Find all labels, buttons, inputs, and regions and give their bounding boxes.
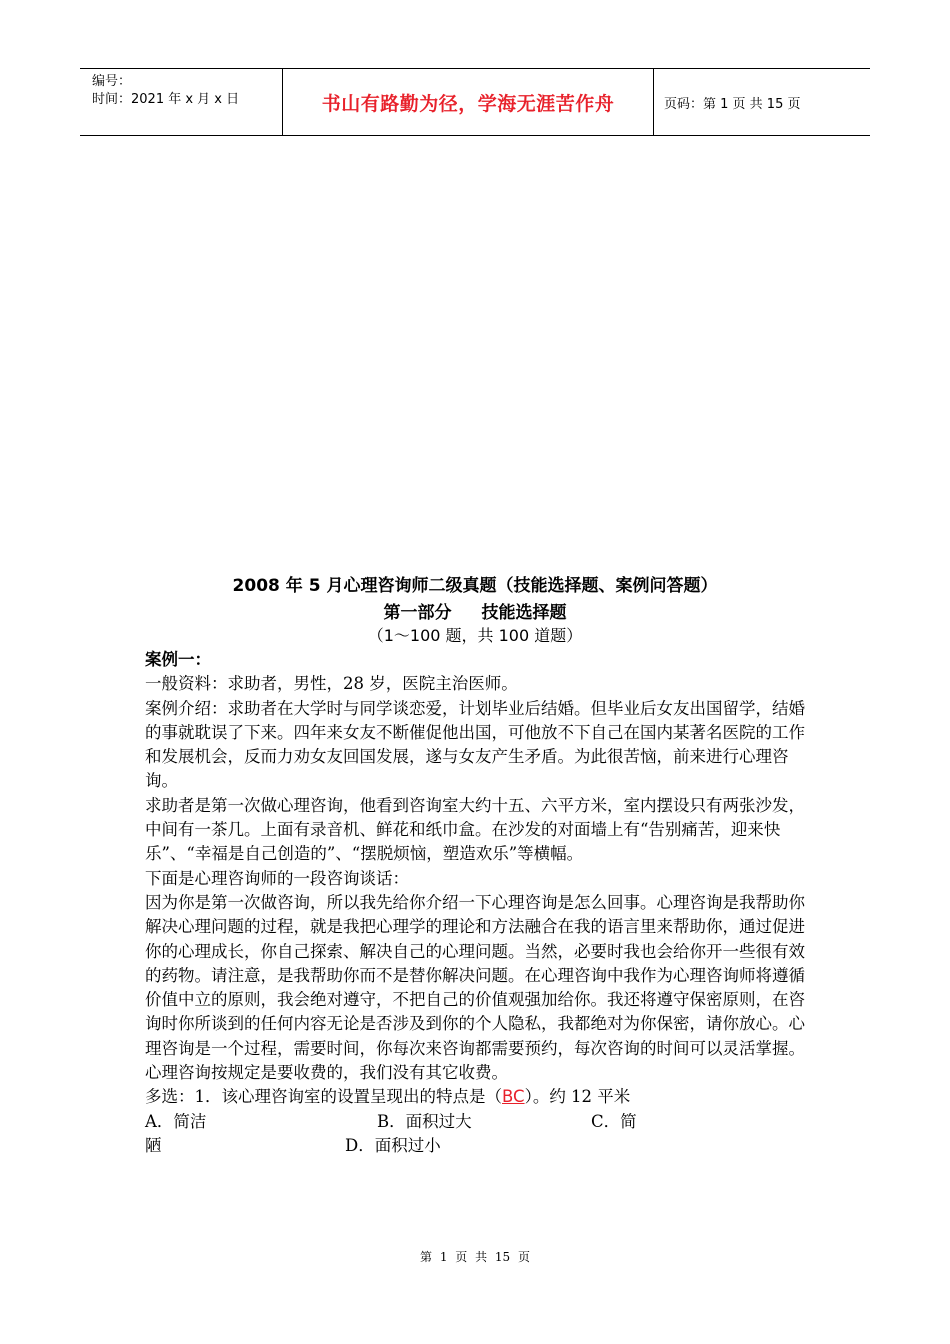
page-footer: 第 1 页 共 15 页 [420, 1250, 530, 1264]
case-heading: 案例一： [145, 650, 211, 669]
option-c-continued: 陋 [145, 1135, 162, 1155]
document-body [145, 648, 805, 1158]
header-meta [80, 69, 282, 135]
option-d: D．面积过小 [345, 1135, 441, 1155]
range-note: （1～100 题，共 100 道题） [367, 626, 583, 645]
part-heading [0, 598, 950, 623]
document-title: 2008 年 5 月心理咨询师二级真题（技能选择题、案例问答题） [232, 576, 718, 596]
option-b: B．面积过大 [377, 1111, 472, 1131]
paragraph-general-info: 一般资料：求助者，男性，28 岁，医院主治医师。 [145, 674, 518, 694]
paragraph-case-intro: 案例介绍：求助者在大学时与同学谈恋爱，计划毕业后结婚。但毕业后女友出国留学，结婚的事就耽误了下来。四年来女友不断催促他出国，可他放不下自己在国内某著名医院的工作和发展机会，反而力劝女友回国发展，遂与女友产生矛盾。为此很苦恼，前来进行心理咨询。 [145, 698, 805, 791]
part-label: 第一部分 [383, 603, 452, 623]
options-row-2 [145, 1134, 805, 1158]
part-name: 技能选择题 [481, 603, 567, 623]
header-motto: 书山有路勤为径，学海无涯苦作舟 [282, 69, 654, 135]
paragraph-dialogue-intro: 下面是心理咨询师的一段咨询谈话： [145, 868, 409, 888]
option-c: C．简 [591, 1111, 637, 1131]
paragraph-dialogue: 因为你是第一次做咨询，所以我先给你介绍一下心理咨询是怎么回事。心理咨询是我帮助你解决心理问题的过程，就是我把心理学的理论和方法融合在我的语言里来帮助你，通过促进你的心理成长，你自己探索、解决自己的心理问题。当然，必要时我也会给你开一些很有效的药物。请注意，是我帮助你而不是替你解决问题。在心理咨询中我作为心理咨询师将遵循价值中立的原则，我会绝对遵守，不把自己的价值观强加给你。我还将遵守保密原则，在咨询时你所谈到的任何内容无论是否涉及到你的个人隐私，我都绝对为你保密，请你放心。心理咨询是一个过程，需要时间，你每次来咨询都需要预约，每次咨询的时间可以灵活掌握。心理咨询按规定是要收费的，我们没有其它收费。 [145, 892, 805, 1083]
option-a: A．简洁 [145, 1111, 207, 1131]
header-page-info: 页码：第 1 页 共 15 页 [664, 96, 801, 112]
question-1 [145, 1085, 805, 1109]
options-row-1 [145, 1110, 805, 1134]
question-suffix: ）。约 12 平米 [524, 1087, 631, 1107]
question-prefix: 多选：1．该心理咨询室的设置呈现出的特点是（ [145, 1087, 502, 1107]
question-answer: BC [502, 1087, 525, 1107]
number-label: 编号： [92, 74, 132, 89]
document-header [80, 68, 870, 136]
time-label: 时间：2021 年 x 月 x 日 [92, 92, 240, 107]
paragraph-room-setting: 求助者是第一次做心理咨询，他看到咨询室大约十五、六平方米，室内摆设只有两张沙发，中间有一茶几。上面有录音机、鲜花和纸巾盒。在沙发的对面墙上有“告别痛苦，迎来快乐”、“幸福是自己创造的”、“摆脱烦恼，塑造欢乐”等横幅。 [145, 795, 805, 864]
